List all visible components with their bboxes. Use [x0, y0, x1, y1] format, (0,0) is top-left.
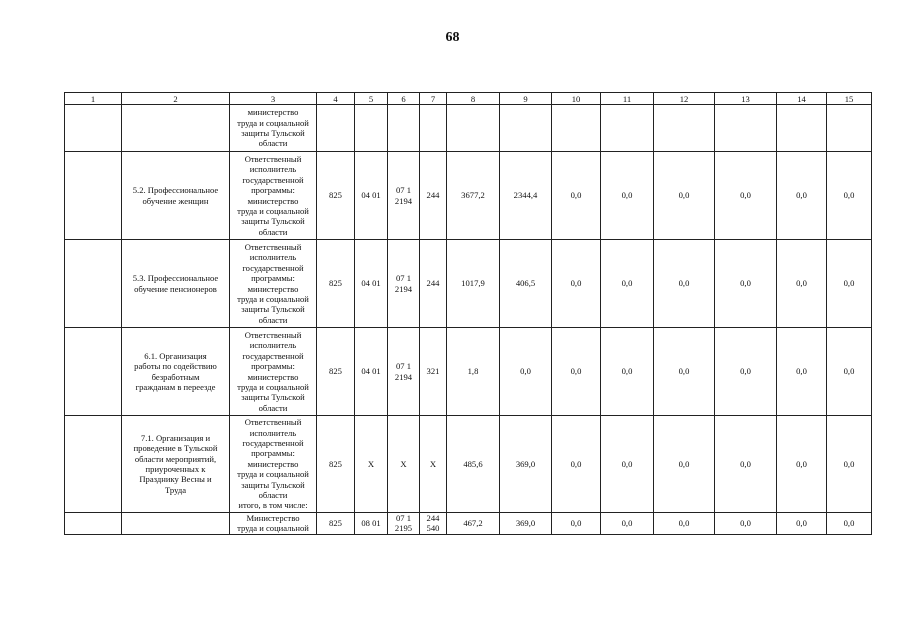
cell-value: 0,0: [715, 328, 777, 416]
cell-grbs: 825: [317, 328, 355, 416]
column-header: 10: [552, 93, 601, 105]
cell-value: 0,0: [715, 240, 777, 328]
cell-value: 406,5: [500, 240, 552, 328]
column-header: 5: [355, 93, 388, 105]
page-number: 68: [445, 30, 460, 45]
cell-vr: 244 540: [420, 513, 447, 535]
cell-rzpr: [355, 105, 388, 152]
cell-value: 0,0: [827, 416, 872, 513]
cell-value: 0,0: [601, 416, 654, 513]
column-header: 4: [317, 93, 355, 105]
cell-csr: X: [388, 416, 420, 513]
cell-value: [777, 105, 827, 152]
cell-executor: Ответственный исполнитель государственной программы: министерство труда и социальной защиты Тульской области итого, в том числе:: [230, 416, 317, 513]
column-header: 8: [447, 93, 500, 105]
cell-vr: 321: [420, 328, 447, 416]
cell-value: 1017,9: [447, 240, 500, 328]
cell-rzpr: X: [355, 416, 388, 513]
cell-value: 1,8: [447, 328, 500, 416]
cell-value: 0,0: [777, 416, 827, 513]
cell-vr: X: [420, 416, 447, 513]
cell-value: 369,0: [500, 416, 552, 513]
cell-csr: 07 1 2195: [388, 513, 420, 535]
budget-table: [64, 92, 872, 535]
cell-event: 5.3. Профессиональное обучение пенсионеров: [122, 240, 230, 328]
column-header: 9: [500, 93, 552, 105]
cell-value: 369,0: [500, 513, 552, 535]
column-header: 13: [715, 93, 777, 105]
cell-event: 6.1. Организация работы по содействию безработным гражданам в переезде: [122, 328, 230, 416]
cell-col1: [65, 105, 122, 152]
cell-executor: Ответственный исполнитель государственной программы: министерство труда и социальной защиты Тульской области: [230, 240, 317, 328]
cell-executor: Ответственный исполнитель государственной программы: министерство труда и социальной защиты Тульской области: [230, 328, 317, 416]
cell-csr: 07 1 2194: [388, 328, 420, 416]
cell-csr: 07 1 2194: [388, 152, 420, 240]
cell-value: 0,0: [827, 152, 872, 240]
cell-value: 0,0: [552, 416, 601, 513]
cell-col1: [65, 513, 122, 535]
column-header: 1: [65, 93, 122, 105]
cell-value: [654, 105, 715, 152]
cell-value: [715, 105, 777, 152]
cell-grbs: 825: [317, 152, 355, 240]
cell-event: 5.2. Профессиональное обучение женщин: [122, 152, 230, 240]
column-header: 15: [827, 93, 872, 105]
cell-executor: Ответственный исполнитель государственной программы: министерство труда и социальной защиты Тульской области: [230, 152, 317, 240]
cell-value: [447, 105, 500, 152]
cell-grbs: [317, 105, 355, 152]
cell-col1: [65, 240, 122, 328]
column-header: 6: [388, 93, 420, 105]
cell-value: 2344,4: [500, 152, 552, 240]
cell-value: 0,0: [654, 513, 715, 535]
cell-col1: [65, 152, 122, 240]
cell-value: 3677,2: [447, 152, 500, 240]
cell-vr: 244: [420, 240, 447, 328]
table-row: [65, 105, 872, 152]
cell-value: 0,0: [654, 240, 715, 328]
cell-csr: [388, 105, 420, 152]
table-row: [65, 328, 872, 416]
cell-value: 0,0: [654, 152, 715, 240]
column-header: 12: [654, 93, 715, 105]
cell-col1: [65, 328, 122, 416]
column-header: 3: [230, 93, 317, 105]
cell-value: 0,0: [715, 416, 777, 513]
cell-value: 0,0: [777, 328, 827, 416]
cell-rzpr: 08 01: [355, 513, 388, 535]
cell-value: 485,6: [447, 416, 500, 513]
cell-value: 0,0: [601, 328, 654, 416]
cell-grbs: 825: [317, 240, 355, 328]
cell-value: [601, 105, 654, 152]
cell-value: 0,0: [777, 240, 827, 328]
cell-value: 0,0: [827, 328, 872, 416]
cell-value: 467,2: [447, 513, 500, 535]
cell-value: [552, 105, 601, 152]
cell-value: 0,0: [715, 513, 777, 535]
cell-executor: министерство труда и социальной защиты Тульской области: [230, 105, 317, 152]
cell-value: 0,0: [552, 328, 601, 416]
cell-event: 7.1. Организация и проведение в Тульской области мероприятий, приуроченных к Празднику Весны и Труда: [122, 416, 230, 513]
table-row: [65, 240, 872, 328]
cell-value: [827, 105, 872, 152]
table-row: [65, 416, 872, 513]
cell-value: 0,0: [777, 513, 827, 535]
cell-value: 0,0: [827, 513, 872, 535]
cell-rzpr: 04 01: [355, 240, 388, 328]
cell-value: 0,0: [654, 416, 715, 513]
cell-col1: [65, 416, 122, 513]
cell-grbs: 825: [317, 513, 355, 535]
cell-event: [122, 105, 230, 152]
table-row: [65, 152, 872, 240]
column-header: 2: [122, 93, 230, 105]
cell-grbs: 825: [317, 416, 355, 513]
cell-value: 0,0: [500, 328, 552, 416]
cell-vr: [420, 105, 447, 152]
cell-value: 0,0: [552, 513, 601, 535]
column-number-row: [65, 93, 872, 105]
cell-value: 0,0: [654, 328, 715, 416]
cell-value: 0,0: [715, 152, 777, 240]
cell-csr: 07 1 2194: [388, 240, 420, 328]
column-header: 14: [777, 93, 827, 105]
cell-value: [500, 105, 552, 152]
cell-value: 0,0: [601, 152, 654, 240]
cell-value: 0,0: [601, 513, 654, 535]
column-header: 11: [601, 93, 654, 105]
cell-value: 0,0: [827, 240, 872, 328]
cell-value: 0,0: [601, 240, 654, 328]
cell-vr: 244: [420, 152, 447, 240]
cell-rzpr: 04 01: [355, 328, 388, 416]
cell-value: 0,0: [552, 152, 601, 240]
table-row: [65, 513, 872, 535]
column-header: 7: [420, 93, 447, 105]
cell-value: 0,0: [777, 152, 827, 240]
cell-executor: Министерство труда и социальной: [230, 513, 317, 535]
cell-value: 0,0: [552, 240, 601, 328]
cell-event: [122, 513, 230, 535]
cell-rzpr: 04 01: [355, 152, 388, 240]
